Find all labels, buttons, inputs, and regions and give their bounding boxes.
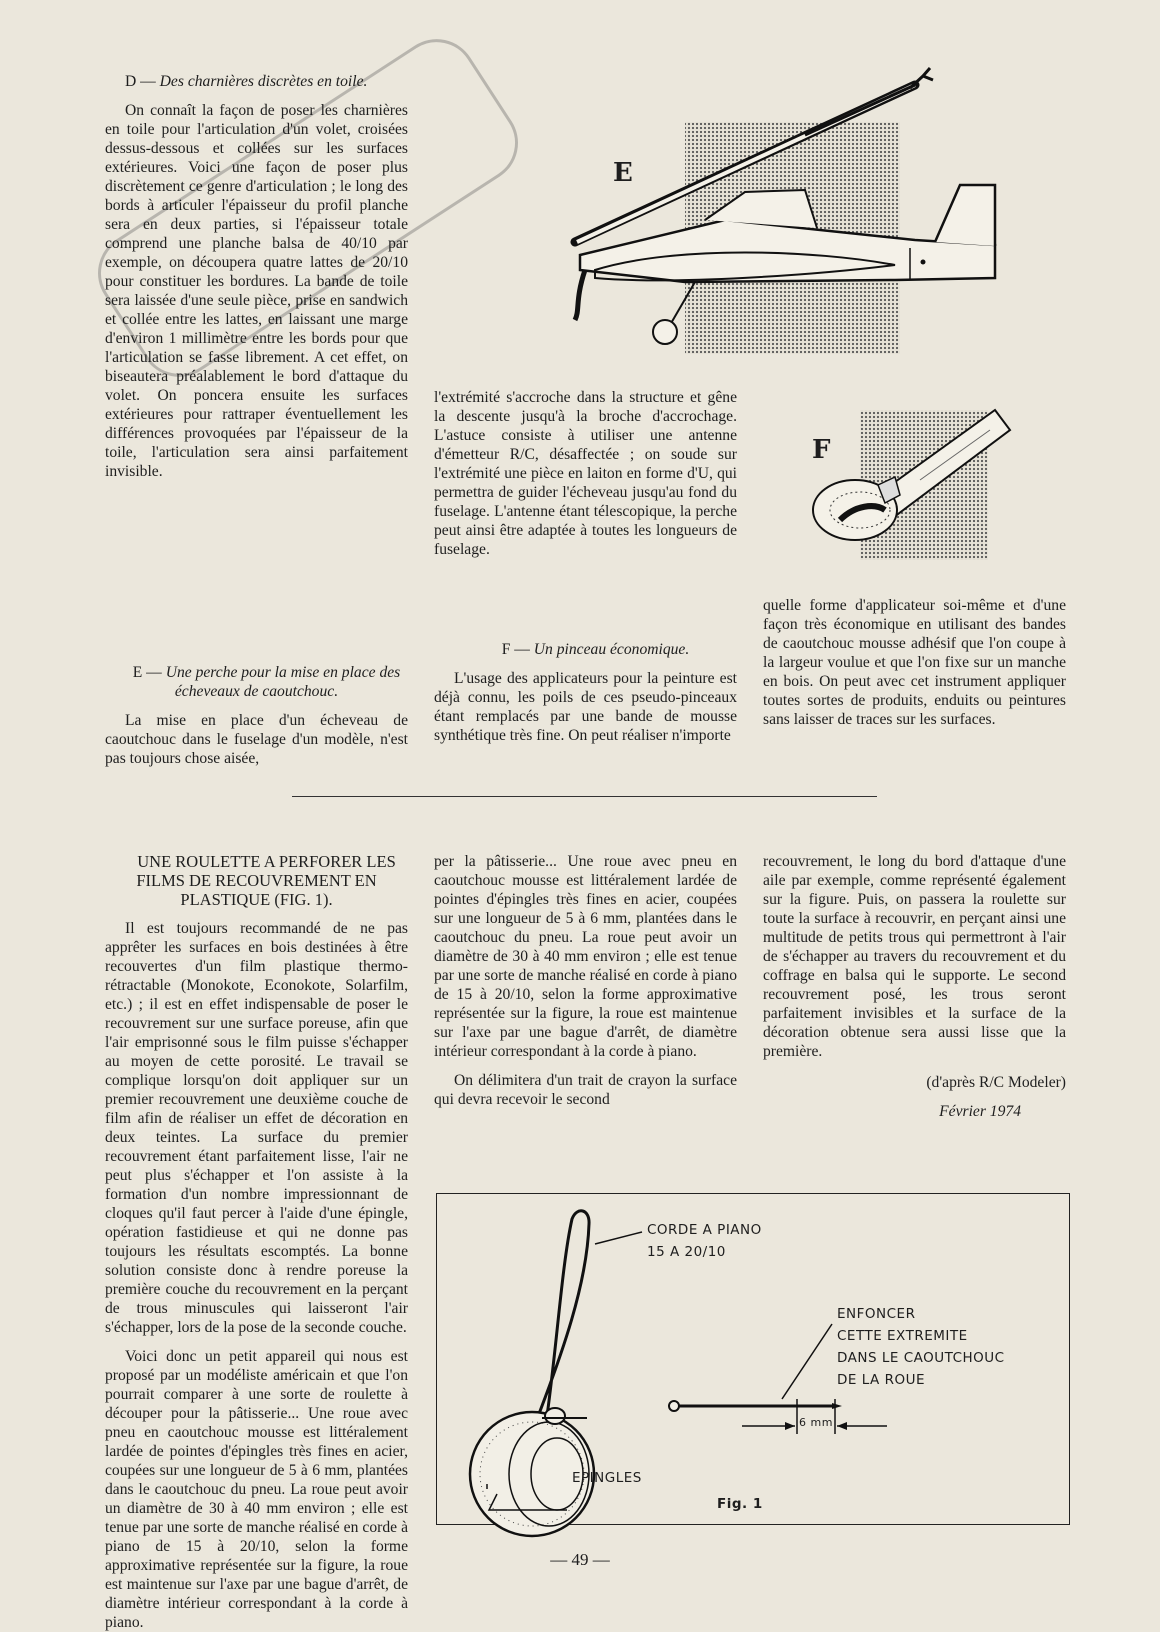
figure-f-letter: F xyxy=(812,435,831,465)
section-divider xyxy=(292,796,877,797)
roulette-paragraph-2-cont: per la pâtisserie... Une roue avec pneu en caoutchouc mousse est littéralement lardée de pointes d'épingles très fines en acier, coupées sur une longueur de 5 à 6 mm, plantées dans le caoutchouc du pneu. La roue peut avoir un diamètre de 30 à 40 mm environ ; elle est tenue par une sorte de manche réalisé en corde à piano de 15 à 20/10, selon la forme approximative représentée sur la figure, la roue est maintenue sur l'axe par une bague d'arrêt, de diamètre intérieur correspondant à la corde à piano. xyxy=(434,853,737,1060)
figure-f xyxy=(800,395,1040,570)
roulette-paragraph-1: Il est toujours recommandé de ne pas apprêter les surfaces en bois destinées à être recouvertes d'un film plastique thermo-rétractable (Monokote, Econokote, Solarfilm, etc.) ; il est en effet indispensable de poser le recouvrement sur une surface poreuse, afin que l'air emprisonné sous le film puisse s'échapper au moyen de cette porosité. Le travail se complique lorsqu'on doit appliquer sur un premier recouvrement une deuxième couche de film afin de réaliser un effet de décoration en deux teintes. La surface du premier recouvrement étant parfaitement lisse, l'air ne peut plus s'échapper et l'on assiste à la formation d'un nombre impressionnant de cloques qu'il faut percer à l'aide d'une épingle, opération fastidieuse et qui ne donne pas toujours les résultats escomptés. La bonne solution consiste donc à rendre poreuse la première couche du recouvrement en la perçant de trous minuscules qui laisseront l'air s'échapper, lors de la pose de la seconde couche. xyxy=(105,920,408,1336)
figure-f-drawing xyxy=(800,395,1040,570)
section-e-body-2: l'extrémité s'accroche dans la structure et gêne la descente jusqu'à la broche d'accrochage. L'astuce consiste à utiliser une antenne d'émetteur R/C, désaffectée ; on soude sur l'extrémité une pièce en laiton en forme d'U, qui permettra de guider l'écheveau jusqu'au fond du fuselage. L'antenne étant télescopique, la perche peut ainsi être adaptée à toutes les longueurs de fuselage. xyxy=(434,389,737,558)
page-number: — 49 — xyxy=(550,1550,610,1569)
label-corde-a-piano: CORDE A PIANO xyxy=(647,1222,762,1238)
label-epingles: EPINGLES xyxy=(572,1470,642,1486)
section-f-body-1: L'usage des applicateurs pour la peinture est déjà connu, les poils de ces pseudo-pinceaux étant remplacés par une bande de mousse synthétique très fine. On peut réaliser n'importe xyxy=(434,670,737,744)
figure-1-caption: Fig. 1 xyxy=(717,1496,763,1512)
figure-e-drawing xyxy=(555,70,1025,370)
roulette-column-1 xyxy=(105,852,408,1631)
column-left-e xyxy=(105,663,408,778)
roulette-title: UNE ROULETTE A PERFORER LES FILMS DE RECOUVREMENT EN PLASTIQUE (FIG. 1). xyxy=(136,852,396,909)
section-e-heading xyxy=(105,663,408,701)
label-corde-size: 15 A 20/10 xyxy=(647,1244,726,1260)
section-e-body-1: La mise en place d'un écheveau de caoutchouc dans le fuselage d'un modèle, n'est pas toujours chose aisée, xyxy=(105,712,408,767)
label-6mm: 6 mm xyxy=(799,1416,833,1429)
section-f-heading xyxy=(434,640,737,659)
label-de-la-roue: DE LA ROUE xyxy=(837,1372,925,1388)
credit-date: Février 1974 xyxy=(939,1103,1021,1120)
figure-1 xyxy=(436,1193,1070,1525)
credit-source: (d'après R/C Modeler) xyxy=(926,1074,1066,1091)
section-d-heading xyxy=(105,72,408,91)
figure-e xyxy=(555,70,1025,370)
section-f-letter: F — xyxy=(501,641,530,658)
section-f-title: Un pinceau économique. xyxy=(533,641,690,658)
column-left-top xyxy=(105,72,408,491)
column-middle-f xyxy=(434,640,737,755)
roulette-paragraph-3-cont: recouvrement, le long du bord d'attaque d'une aile par exemple, comme représenté également sur la figure. Puis, on passera la roulette sur toute la surface à recouvrir, en perçant ainsi une multitude de petits trous qui permettront à l'air de s'échapper au travers du recouvrement et du coffrage en balsa qui le supporte. Le second recouvrement posé, les trous seront parfaitement invisibles et la surface de la décoration obtenue sera aussi lisse que la première. xyxy=(763,853,1066,1060)
section-e-title: Une perche pour la mise en place des écheveaux de caoutchouc. xyxy=(165,664,401,700)
section-d-title: Des charnières discrètes en toile. xyxy=(159,73,368,90)
roulette-paragraph-3-start: On délimitera d'un trait de crayon la surface qui devra recevoir le second xyxy=(434,1072,737,1108)
label-dans-le-caoutchouc: DANS LE CAOUTCHOUC xyxy=(837,1350,1005,1366)
roulette-paragraph-2: Voici donc un petit appareil qui nous est proposé par un modéliste américain et que l'on pourrait comparer à une sorte de roulette à découper pour la pâtisserie... Une roue avec pneu en caoutchouc mousse est littéralement lardée de pointes d'épingles très fines en acier, coupées sur une longueur de 5 à 6 mm, plantées dans le caoutchouc du pneu. La roue peut avoir un diamètre de 30 à 40 mm environ ; elle est tenue par une sorte de manche réalisé en corde à piano de 15 à 20/10, selon la forme approximative représentée sur la figure, la roue est maintenue sur l'axe par une bague d'arrêt, de diamètre intérieur correspondant à la corde à piano. xyxy=(105,1348,408,1631)
roulette-column-3 xyxy=(763,852,1066,1131)
section-d-letter: D — xyxy=(125,73,156,90)
column-middle-e xyxy=(434,388,737,569)
column-right-f xyxy=(763,596,1066,739)
section-e-letter: E — xyxy=(132,664,162,681)
label-cette-extremite: CETTE EXTREMITE xyxy=(837,1328,968,1344)
label-enfoncer: ENFONCER xyxy=(837,1306,916,1322)
figure-e-letter: E xyxy=(613,158,633,188)
roulette-column-2 xyxy=(434,852,737,1119)
section-d-body: On connaît la façon de poser les charnières en toile pour l'articulation d'un volet, croisées dessus-dessous et collées sur les surfaces extérieures. Voici une façon de poser plus discrètement ce genre d'articulation ; le long des bords à articuler l'épaisseur du profil planche sera en deux parties, si l'épaisseur totale comprend une planche balsa de 40/10 par exemple, on découpera quatre lattes de 20/10 pour constituer les bordures. La bande de toile sera laissée d'une seule pièce, prise en sandwich et collée entre les lattes, en laissant une marge d'environ 1 millimètre entre les bords pour que l'articulation se fasse librement. A cet effet, on biseautera préalablement le bord d'attaque du volet. On poncera ensuite les surfaces extérieures pour rattraper éventuellement les différences provoquées par l'épaisseur de la toile, l'articulation sera ainsi parfaitement invisible. xyxy=(105,102,408,480)
section-f-body-2: quelle forme d'applicateur soi-même et d'une façon très économique en utilisant des bandes de caoutchouc mousse adhésif que l'on coupe à la largeur voulue et que l'on fixe sur un manche en bois. On peut avec cet instrument appliquer toutes sortes de produits, enduits ou peintures sans laisser de traces sur les surfaces. xyxy=(763,597,1066,728)
